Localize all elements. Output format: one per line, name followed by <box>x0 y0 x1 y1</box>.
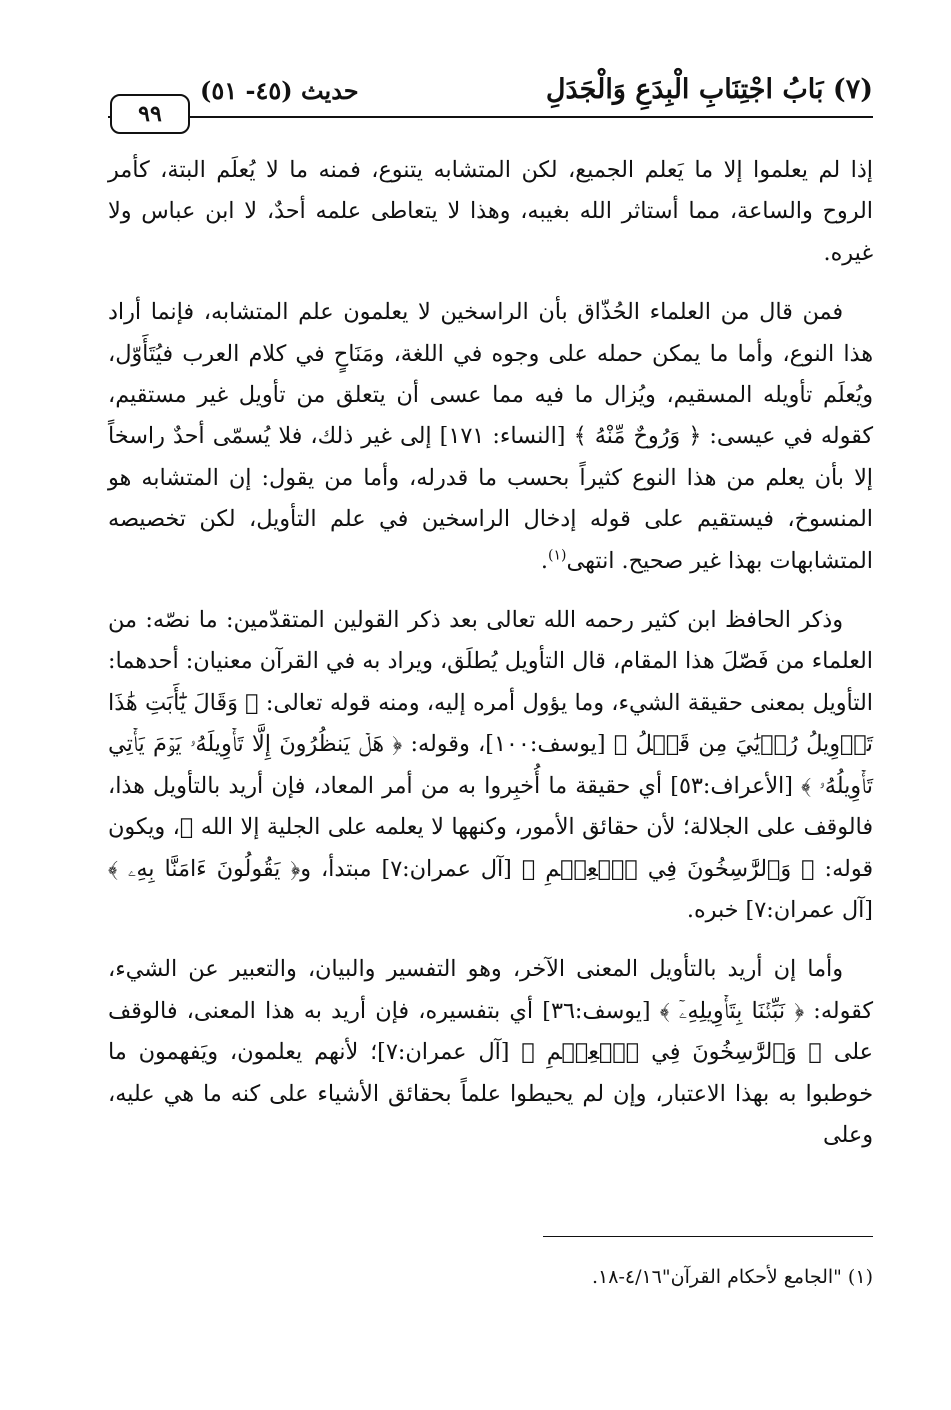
paragraph-4: وأما إن أريد بالتأويل المعنى الآخر، وهو التفسير والبيان، والتعبير عن الشيء، كقوله: ﴿ نَبِّئۡنَا بِتَأۡوِيلِهِۦٓ ﴾ [يوسف:٣٦] أي بتفسيره، فإن أريد به هذا المعنى، فالوقف على ﴿ وَٱلرَّٰسِخُونَ فِي ٱلۡعِلۡمِ ﴾ [آل عمران:٧]؛ لأنهم يعلمون، ويَفهمون ما خوطبوا به بهذا الاعتبار، وإن لم يحيطوا علماً بحقائق الأشياء على كنه ما هي عليه، وعلى <box>108 956 873 1148</box>
page-number: ٩٩ <box>138 101 162 127</box>
main-text <box>108 150 873 1156</box>
header-rule <box>108 116 873 118</box>
paragraph-1: إذا لم يعلموا إلا ما يَعلم الجميع، لكن المتشابه يتنوع، فمنه ما لا يُعلَم البتة، كأمر الروح والساعة، مما أستاثر الله بغيبه، وهذا لا يتعاطى علمه أحدٌ، لا ابن عباس ولا غيره. <box>108 157 873 266</box>
footnote: (١) "الجامع لأحكام القرآن"٤/١٦-١٨. <box>591 1266 873 1288</box>
page-number-box <box>110 94 190 134</box>
chapter-title: (٧) بَابُ اجْتِنَابِ الْبِدَعِ وَالْجَدَلِ <box>545 74 873 105</box>
paragraph-3: وذكر الحافظ ابن كثير رحمه الله تعالى بعد ذكر القولين المتقدّمين: ما نصّه: من العلماء من فَصّلَ هذا المقام، قال التأويل يُطلَق، ويراد به في القرآن معنيان: أحدهما: التأويل بمعنى حقيقة الشيء، وما يؤول أمره إليه، ومنه قوله تعالى: ﴿ وَقَالَ يَٰٓأَبَتِ هَٰذَا تَأۡوِيلُ رُءۡيَٰيَ مِن قَبۡلُ ﴾ [يوسف:١٠٠]، وقوله: ﴿ هَلۡ يَنظُرُونَ إِلَّا تَأۡوِيلَهُۥ يَوۡمَ يَأۡتِي تَأۡوِيلُهُۥ ﴾ [الأعراف:٥٣] أي حقيقة ما أُخبِروا به من أمر المعاد، فإن أريد بالتأويل هذا، فالوقف على الجلالة؛ لأن حقائق الأمور، وكنهها لا يعلمه على الجلية إلا الله ﷻ، ويكون قوله: ﴿ وَٱلرَّٰسِخُونَ فِي ٱلۡعِلۡمِ ﴾ [آل عمران:٧] مبتدأ، و﴿ يَقُولُونَ ءَامَنَّا بِهِۦ ﴾ [آل عمران:٧] خبره. <box>108 607 873 923</box>
paragraph-2-text: فمن قال من العلماء الحُذّاق بأن الراسخين لا يعلمون علم المتشابه، فإنما أراد هذا النوع، وأما ما يمكن حمله على وجوه في اللغة، ومَنَاحٍ في كلام العرب فيُتَأَوّل، ويُعلَم تأويله المسقيم، ويُزال ما فيه مما عسى أن يتعلق من تأويل غير مستقيم، كقوله في عيسى: ﴿ وَرُوحٌ مِّنْهُ ﴾ [النساء: ١٧١] إلى غير ذلك، فلا يُسمّى أحدٌ راسخاً إلا بأن يعلم من هذا النوع كثيراً بحسب ما قدرله، وأما من يقول: إن المتشابه هو المنسوخ، فيستقيم على قوله إدخال الراسخين في علم التأويل، لكن تخصيصه المتشابهات بهذا غير صحيح. انتهى <box>108 299 873 574</box>
footnote-rule <box>543 1236 873 1237</box>
paragraph-2: فمن قال من العلماء الحُذّاق بأن الراسخين لا يعلمون علم المتشابه، فإنما أراد هذا النوع، وأما ما يمكن حمله على وجوه في اللغة، ومَنَاحٍ في كلام العرب فيُتَأَوّل، ويُعلَم تأويله المسقيم، ويُزال ما فيه مما عسى أن يتعلق من تأويل غير مستقيم، كقوله في عيسى: ﴿ وَرُوحٌ مِّنْهُ ﴾ [النساء: ١٧١] إلى غير ذلك، فلا يُسمّى أحدٌ راسخاً إلا بأن يعلم من هذا النوع كثيراً بحسب ما قدرله، وأما من يقول: إن المتشابه هو المنسوخ، فيستقيم على قوله إدخال الراسخين في علم التأويل، لكن تخصيصه المتشابهات بهذا غير صحيح. انتهى$^{(١)}$. <box>108 299 873 574</box>
footnote-marker: (١) <box>548 547 567 564</box>
hadith-range: حديث (٤٥- ٥١) <box>200 76 359 105</box>
page-header <box>108 62 873 132</box>
